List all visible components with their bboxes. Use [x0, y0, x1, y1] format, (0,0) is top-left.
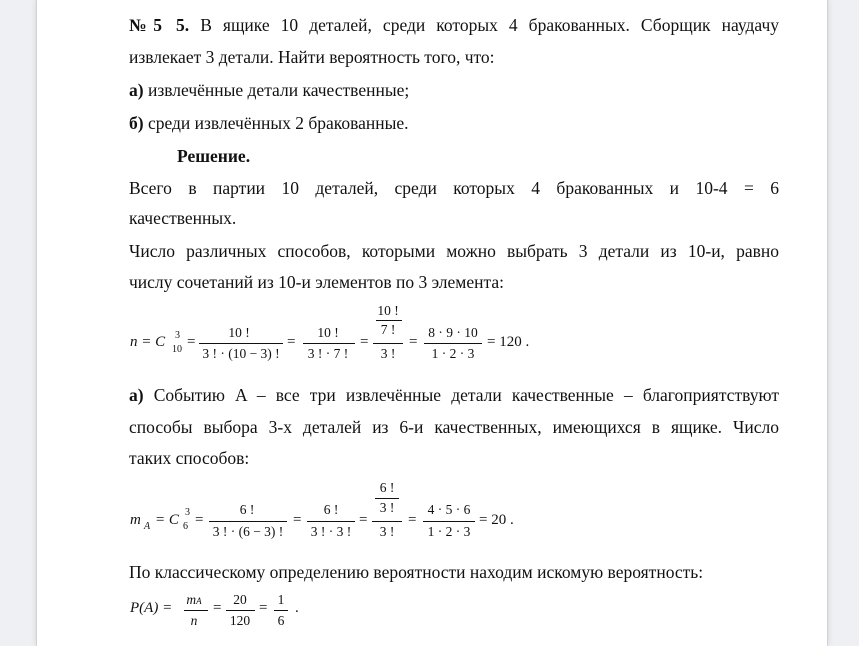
f3-eq-1: = [213, 600, 222, 616]
f3-den-1: n [190, 613, 198, 628]
f3-eq-2: = [259, 600, 268, 616]
f3-num-1-sub: A [196, 596, 202, 606]
f1-eq-1: = [187, 334, 196, 350]
f3-num-1: mA [186, 592, 202, 607]
f2-eq-1: = [195, 512, 204, 528]
f2-lhs: m [130, 512, 141, 528]
solution-p3: По классическому определению вероятности находим искомую вероятность: [129, 562, 704, 582]
solution-pa-line1 [129, 385, 779, 405]
f2-num-1: 6 ! [239, 502, 255, 517]
f1-eq-4: = [409, 334, 418, 350]
problem-line-1 [129, 15, 779, 35]
f3-num-3: 1 [277, 592, 285, 607]
f2-den-4: 1 · 2 · 3 [427, 524, 471, 539]
f3-den-2: 120 [229, 613, 251, 628]
f3-end: . [295, 600, 299, 616]
f1-num-2: 10 ! [317, 325, 339, 340]
f1-bar-3 [373, 343, 403, 344]
document-page [36, 0, 828, 646]
problem-text-1: В ящике 10 деталей, среди которых 4 бракованных. Сборщик наудачу [200, 15, 780, 35]
f3-lhs: P(A) = [130, 600, 173, 616]
f2-sub: 6 [183, 521, 188, 532]
solution-p2-line2: числу сочетаний из 10-и элементов по 3 элемента: [129, 272, 504, 292]
f3-bar-3 [274, 610, 288, 611]
f2-den-1: 3 ! · (6 − 3) ! [212, 524, 284, 539]
f2-bar-4 [423, 521, 475, 522]
f2-bar-1 [209, 521, 287, 522]
f1-num-3a: 10 ! [377, 303, 399, 318]
f1-den-2: 3 ! · 7 ! [307, 346, 349, 361]
solution-pa-line2: способы выбора 3-х деталей из 6-и качественных, имеющихся в ящике. Число [129, 417, 779, 437]
f2-den-3: 3 ! [379, 524, 395, 539]
f1-result: = 120 . [487, 334, 530, 350]
solution-title: Решение. [177, 146, 251, 166]
problem-number: №5 [129, 15, 163, 35]
f2-eq-3: = [359, 512, 368, 528]
f2-c: = C [155, 512, 179, 528]
part-b-text: среди извлечённых 2 бракованные. [147, 113, 409, 133]
f1-num-3b: 7 ! [380, 322, 396, 337]
f1-bar-3a [376, 320, 402, 321]
problem-subnumber: 5. [176, 15, 190, 35]
f1-sup: 3 [175, 330, 180, 341]
f2-num-3a: 6 ! [379, 480, 395, 495]
f1-num-1: 10 ! [228, 325, 250, 340]
f1-bar-2 [303, 343, 355, 344]
solution-pa-text-1: Событию A – все три извлечённые детали качественные – благоприятствуют [153, 385, 779, 405]
f2-num-4: 4 · 5 · 6 [427, 502, 471, 517]
f2-bar-3a [375, 498, 399, 499]
solution-a-label: а) [129, 385, 144, 405]
f1-eq-3: = [360, 334, 369, 350]
solution-p1-line1: Всего в партии 10 деталей, среди которых 4 бракованных и 10-4 = 6 [129, 178, 779, 198]
f2-num-3b: 3 ! [379, 500, 395, 515]
part-a-text: извлечённые детали качественные; [147, 80, 410, 100]
f3-bar-2 [226, 610, 255, 611]
f2-num-2: 6 ! [323, 502, 339, 517]
f3-bar-1 [184, 610, 208, 611]
f1-bar-4 [424, 343, 482, 344]
f2-bar-3 [372, 521, 402, 522]
f1-den-3: 3 ! [380, 346, 396, 361]
solution-pa-line3: таких способов: [129, 448, 250, 468]
f1-sub: 10 [172, 344, 182, 355]
f2-den-2: 3 ! · 3 ! [310, 524, 352, 539]
f1-num-4: 8 · 9 · 10 [428, 325, 478, 340]
f1-den-1: 3 ! · (10 − 3) ! [202, 346, 280, 361]
f2-eq-2: = [293, 512, 302, 528]
f2-eq-4: = [408, 512, 417, 528]
f3-den-3: 6 [277, 613, 285, 628]
f1-eq-2: = [287, 334, 296, 350]
f1-bar-1 [199, 343, 283, 344]
f2-sup: 3 [185, 507, 190, 518]
f2-lhs-sub: A [144, 521, 151, 532]
solution-p1-line2: качественных. [129, 208, 237, 228]
problem-part-b [129, 113, 779, 133]
f1-lhs: n = C [130, 334, 166, 350]
f2-result: = 20 . [479, 512, 514, 528]
f3-num-2: 20 [233, 592, 247, 607]
part-a-label: а) [129, 80, 144, 100]
solution-p2-line1: Число различных способов, которыми можно выбрать 3 детали из 10-и, равно [129, 241, 779, 261]
f1-den-4: 1 · 2 · 3 [431, 346, 475, 361]
part-b-label: б) [129, 113, 144, 133]
problem-line-2: извлекает 3 детали. Найти вероятность того, что: [129, 47, 495, 67]
f2-bar-2 [307, 521, 355, 522]
problem-part-a [129, 80, 779, 100]
